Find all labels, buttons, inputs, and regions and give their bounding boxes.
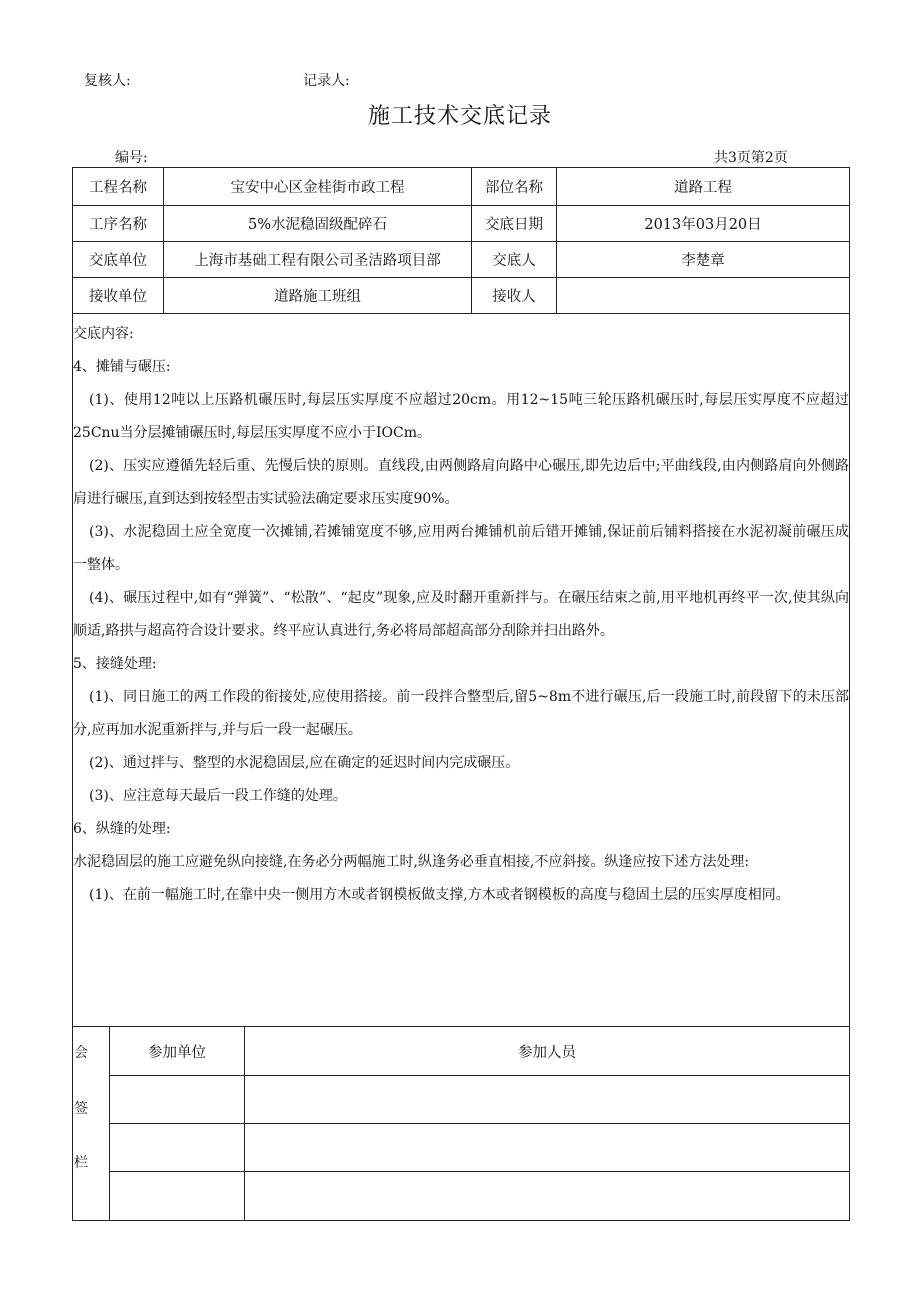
signoff-unit-cell[interactable] (110, 1124, 244, 1171)
process-name-label: 工序名称 (89, 217, 147, 233)
section-heading: 4、摊铺与碾压: (73, 359, 171, 375)
signoff-char: 栏 (74, 1155, 88, 1171)
receiving-unit-label: 接收单位 (89, 289, 147, 305)
signoff-char: 签 (74, 1101, 88, 1117)
section-heading: 水泥稳固层的施工应避免纵向接缝,在务必分两幅施工时,纵逢务必垂直相接,不应斜接。纵逢应按下述方法处理: (73, 854, 750, 870)
section-heading: 6、纵缝的处理: (73, 821, 171, 837)
project-name-value: 宝安中心区金桂街市政工程 (230, 180, 405, 196)
recorder-label: 记录人: (303, 73, 350, 89)
content-paragraph: (4)、碾压过程中,如有“弹簧”、“松散”、“起皮”现象,应及时翻开重新拌与。在碾压结束之前,用平地机再终平一次,使其纵向顺适,路拱与超高符合设计要求。终平应认真进行,务必将局部超高部分刮除并扫出路外。 (73, 590, 849, 639)
content-paragraph: (2)、压实应遵循先轻后重、先慢后快的原则。直线段,由两侧路肩向路中心碾压,即先边后中;平曲线段,由内侧路肩向外侧路肩进行碾压,直到达到按轻型击实试验法确定要求压实度90%。 (73, 458, 849, 507)
signoff-people-cell[interactable] (245, 1124, 849, 1171)
participating-people-header: 参加人员 (518, 1044, 576, 1061)
handover-unit-label: 交底单位 (89, 253, 147, 269)
content-paragraph: (1)、使用12吨以上压路机碾压时,每层压实厚度不应超过20cm。用12~15吨三轮压路机碾压时,每层压实厚度不应超过25Cnu当分层摊铺碾压时,每层压实厚度不应小于IOCm。 (73, 392, 849, 441)
content-paragraph: (3)、应注意每天最后一段工作缝的处理。 (89, 788, 347, 804)
handover-date-value: 2013年03月20日 (644, 217, 762, 233)
table-right-border (849, 167, 850, 1221)
page-info: 共3页第2页 (714, 150, 788, 166)
handover-person-label: 交底人 (492, 253, 536, 269)
participating-unit-header: 参加单位 (148, 1044, 206, 1061)
signoff-people-cell[interactable] (245, 1076, 849, 1123)
project-name-label: 工程名称 (89, 180, 147, 196)
info-row-divider (72, 313, 850, 314)
content-heading: 交底内容: (73, 326, 134, 342)
receiver-value (557, 278, 849, 313)
signoff-unit-cell[interactable] (110, 1172, 244, 1220)
page-title: 施工技术交底记录 (367, 104, 552, 129)
signoff-people-cell[interactable] (245, 1172, 849, 1220)
number-label: 编号: (115, 150, 148, 166)
handover-date-label: 交底日期 (485, 217, 543, 233)
content-paragraph: (1)、同日施工的两工作段的衔接处,应使用搭接。前一段拌合整型后,留5~8m不进行碾压,后一段施工时,前段留下的未压部分,应再加水泥重新拌与,并与后一段一起碾压。 (73, 689, 849, 738)
section-name-value: 道路工程 (674, 180, 732, 196)
content-paragraph: (2)、通过拌与、整型的水泥稳固层,应在确定的延迟时间内完成碾压。 (89, 755, 520, 771)
handover-person-value: 李楚章 (681, 253, 725, 269)
signoff-unit-cell[interactable] (110, 1076, 244, 1123)
handover-unit-value: 上海市基础工程有限公司圣洁路项目部 (194, 253, 441, 269)
content-paragraph: (1)、在前一幅施工时,在靠中央一侧用方木或者钢模板做支撑,方木或者钢模板的高度与稳固土层的压实厚度相同。 (89, 887, 790, 903)
section-name-label: 部位名称 (485, 180, 543, 196)
content-paragraph: (3)、水泥稳固土应全宽度一次摊铺,若摊铺宽度不够,应用两台摊铺机前后错开摊铺,保证前后铺料搭接在水泥初凝前碾压成一整体。 (73, 524, 849, 573)
content-paragraphs (73, 351, 849, 912)
process-name-value: 5%水泥稳固级配碎石 (247, 217, 387, 233)
reviewer-label: 复核人: (84, 73, 131, 89)
receiver-label: 接收人 (492, 289, 536, 305)
receiving-unit-value: 道路施工班组 (274, 289, 361, 305)
table-bottom-border (72, 1220, 850, 1221)
section-heading: 5、接缝处理: (73, 656, 157, 672)
handover-content (73, 318, 849, 912)
signoff-char: 会 (74, 1045, 88, 1061)
